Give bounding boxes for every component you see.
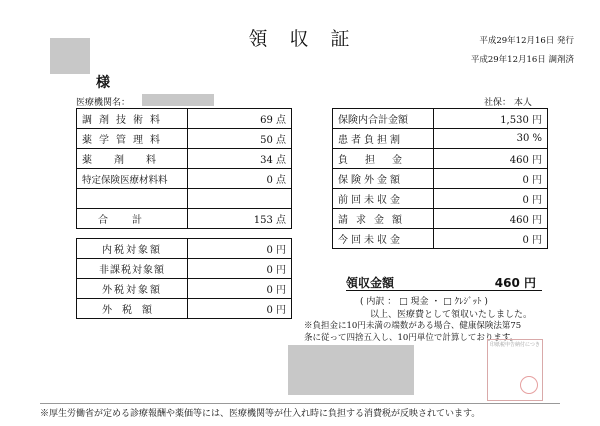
payment-label: 保険外金額 <box>333 169 434 189</box>
table-row <box>333 109 548 129</box>
table-row <box>333 209 548 229</box>
payment-value: 0 円 <box>434 229 548 249</box>
tax-label: 内税対象額 <box>77 239 188 259</box>
payment-value: 30 % <box>434 129 548 149</box>
dispense-date: 平成29年12月16日 調剤済 <box>470 55 574 65</box>
table-row <box>333 229 548 249</box>
table-row <box>333 189 548 209</box>
payment-value: 0 円 <box>434 169 548 189</box>
payment-label: 負担金 <box>333 149 434 169</box>
receipt-title: 領収証 <box>248 28 372 50</box>
payment-value: 460 円 <box>434 149 548 169</box>
payment-label: 前回未収金 <box>333 189 434 209</box>
tax-label: 外税対象額 <box>77 279 188 299</box>
fee-value: 69 点 <box>188 109 292 129</box>
receipt-amount-line <box>346 274 542 291</box>
tax-label: 非課税対象額 <box>77 259 188 279</box>
redacted-pharmacy-info <box>288 345 414 395</box>
total-value: 153 点 <box>188 209 292 229</box>
fee-value: 34 点 <box>188 149 292 169</box>
fee-label: 特定保険医療材料料 <box>77 169 188 189</box>
tax-value: 0 円 <box>188 259 292 279</box>
payment-label: 患者負担割 <box>333 129 434 149</box>
receipt-thanks: 以上、医療費として領収いたしました。 <box>370 310 533 320</box>
consumption-tax-note: ※厚生労働省が定める診療報酬や薬価等には、医療機関等が仕入れ時に負担する消費税が反映されています。 <box>40 403 560 419</box>
payment-label: 今回未収金 <box>333 229 434 249</box>
payment-value: 0 円 <box>434 189 548 209</box>
table-row <box>77 239 292 259</box>
table-row <box>77 259 292 279</box>
table-row <box>333 149 548 169</box>
table-row <box>333 169 548 189</box>
tax-value: 0 円 <box>188 239 292 259</box>
tax-value: 0 円 <box>188 279 292 299</box>
tax-label: 外税額 <box>77 299 188 319</box>
stamp-text: 印紙税申告納付につき <box>490 342 540 348</box>
empty-cell <box>188 189 292 209</box>
payment-value: 460 円 <box>434 209 548 229</box>
fee-label-text: 薬剤料 <box>82 155 178 166</box>
table-row <box>77 169 292 189</box>
payment-breakdown: ( 内訳 ： □ 現金 ・ □ ｸﾚｼﾞｯﾄ ) <box>360 297 488 307</box>
fee-points-table <box>76 108 292 229</box>
table-row-empty <box>77 189 292 209</box>
table-row <box>77 279 292 299</box>
fee-label <box>77 149 188 169</box>
table-row <box>77 129 292 149</box>
table-row <box>333 129 548 149</box>
tax-value: 0 円 <box>188 299 292 319</box>
payment-value: 1,530 円 <box>434 109 548 129</box>
revenue-stamp <box>487 339 543 401</box>
receipt-amount-label: 領収金額 <box>346 276 395 290</box>
receipt-amount-value: 460 円 <box>494 276 536 290</box>
table-row <box>77 109 292 129</box>
tax-table <box>76 238 292 319</box>
honorific: 様 <box>96 75 110 91</box>
table-row <box>77 149 292 169</box>
issue-date: 平成29年12月16日 発行 <box>479 36 574 46</box>
total-row <box>77 209 292 229</box>
insurance-type <box>484 95 532 108</box>
insurance-value: 本人 <box>513 98 532 108</box>
redacted-patient-name <box>50 38 90 74</box>
institution-label: 医療機関名： <box>76 98 131 108</box>
rounding-note-line: ※負担金に10円未満の端数がある場合、健康保険法第75 <box>304 321 522 331</box>
rounding-note-line: 条に従って四捨五入し、10円単位で計算しております。 <box>304 333 519 343</box>
seal-icon <box>520 376 538 394</box>
redacted-institution-name <box>142 94 214 106</box>
empty-cell <box>77 189 188 209</box>
total-label: 合計 <box>77 209 188 229</box>
table-row <box>77 299 292 319</box>
payment-label: 請求金額 <box>333 209 434 229</box>
insurance-label: 社保： <box>484 98 512 108</box>
payment-label: 保険内合計金額 <box>333 109 434 129</box>
payment-table <box>332 108 548 249</box>
fee-label: 薬学管理料 <box>77 129 188 149</box>
fee-value: 50 点 <box>188 129 292 149</box>
fee-value: 0 点 <box>188 169 292 189</box>
fee-label: 調剤技術料 <box>77 109 188 129</box>
